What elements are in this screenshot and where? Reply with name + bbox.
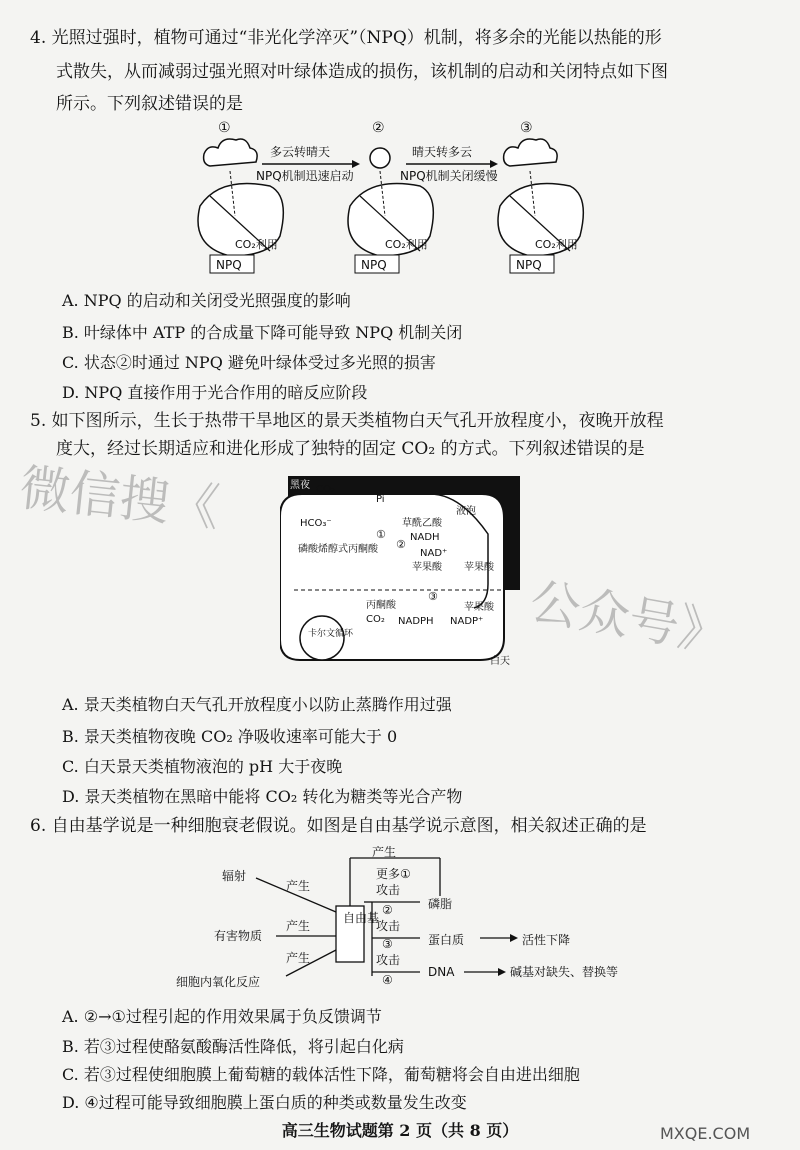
state-3-npq-label: NPQ [516,258,542,272]
state-1-cloud-icon [204,139,258,166]
pyruvate-label: 丙酮酸 [366,600,396,611]
state-2-group [348,120,433,273]
produce-label-1: 产生 [286,879,311,893]
q4-stem-line-3: 所示。下列叙述错误的是 [56,94,243,114]
mutation-label: 碱基对缺失、替换等 [510,965,619,979]
step-3-number: ③ [428,590,438,603]
step-1-number: ① [376,528,386,541]
vacuole-label: 液泡 [456,506,476,517]
calvin-label: 卡尔文循环 [308,629,354,639]
arrow-1-bottom-label: NPQ机制迅速启动 [256,169,354,183]
q4-option-b: B. 叶绿体中 ATP 的合成量下降可能导致 NPQ 机制关闭 [62,323,463,342]
state-2-number: ② [372,120,385,136]
dna-label: DNA [428,965,455,979]
nadph-label: NADPH [398,616,434,627]
pep-label: 磷酸烯醇式丙酮酸 [298,544,378,555]
state-1-number: ① [218,120,231,136]
q5-option-b: B. 景天类植物夜晚 CO₂ 净吸收速率可能大于 0 [62,727,398,746]
q5-stem-line-2: 度大，经过长期适应和进化形成了独特的固定 CO₂ 的方式。下列叙述错误的是 [56,439,645,459]
nad-label: NAD⁺ [420,548,448,559]
step-2-number: ② [396,538,406,551]
malate-day-label: 苹果酸 [464,602,494,613]
q4-option-a: A. NPQ 的启动和关闭受光照强度的影响 [62,291,351,310]
q6-stem-line-1: 6. 自由基学说是一种细胞衰老假说。如图是自由基学说示意图，相关叙述正确的是 [30,816,647,836]
produce-label-4: 产生 [372,846,397,859]
co2-day-label: CO₂ [366,614,385,625]
malate-cytosol-label: 苹果酸 [412,562,442,573]
state-3-cloud-icon [504,139,558,166]
arrow-2-top-label: 晴天转多云 [412,145,473,159]
corner-logo: MXQE.COM [660,1124,751,1143]
oxidation-label: 细胞内氧化反应 [176,975,261,989]
q5-option-d: D. 景天类植物在黑暗中能将 CO₂ 转化为糖类等光合产物 [62,787,463,806]
malate-vacuole-label: 苹果酸 [464,562,494,573]
q5-option-c: C. 白天景天类植物液泡的 pH 大于夜晚 [62,757,343,776]
state-2-npq-label: NPQ [361,258,387,272]
q5-option-a: A. 景天类植物白天气孔开放程度小以防止蒸腾作用过强 [62,695,452,714]
nadh-label: NADH [410,532,440,543]
state-2-co2-label: CO₂利用 [385,238,428,251]
phospholipid-label: 磷脂 [428,897,453,911]
q4-option-c: C. 状态②时通过 NPQ 避免叶绿体受过多光照的损害 [62,353,436,372]
more-label: 更多① [376,867,411,881]
pi-label: Pi [376,494,385,505]
watermark-right: 公众号》 [525,572,733,664]
q4-npq-figure [190,116,630,280]
q4-option-d: D. NPQ 直接作用于光合作用的暗反应阶段 [62,383,368,402]
state-3-co2-label: CO₂利用 [535,238,578,251]
watermark-left: 微信搜《 [17,458,223,538]
oaa-label: 草酰乙酸 [402,518,442,529]
q4-stem-line-2: 式散失，从而减弱过强光照对叶绿体造成的损伤，该机制的启动和关闭特点如下图 [56,62,668,82]
q5-cam-figure [280,474,520,670]
arrow-1-top-label: 多云转晴天 [270,145,331,159]
q6-option-b: B. 若③过程使酪氨酸酶活性降低，将引起白化病 [62,1037,404,1056]
activity-label: 活性下降 [522,933,571,947]
state-1-npq-label: NPQ [216,258,242,272]
step-3-number: ③ [382,937,393,951]
attack-label-1: 攻击 [376,883,401,897]
state-1-co2-label: CO₂利用 [235,238,278,251]
produce-label-3: 产生 [286,951,311,965]
q6-option-d: D. ④过程可能导致细胞膜上蛋白质的种类或数量发生改变 [62,1093,467,1112]
free-radical-label: 自由基 [343,911,380,925]
state-3-group [498,120,583,273]
page-footer: 高三生物试题第 2 页（共 8 页） [281,1121,519,1140]
step-2-number: ② [382,903,393,917]
harmful-label: 有害物质 [214,929,263,943]
q6-option-c: C. 若③过程使细胞膜上葡萄糖的载体活性下降，葡萄糖将会自由进出细胞 [62,1065,580,1084]
attack-label-2: 攻击 [376,919,401,933]
nadp-label: NADP⁺ [450,616,484,627]
state-3-number: ③ [520,120,533,136]
day-label: 白天 [490,656,510,667]
attack-label-3: 攻击 [376,953,401,967]
night-label: 黑夜 [290,480,310,491]
arrow-2-bottom-label: NPQ机制关闭缓慢 [400,169,498,183]
step-4-number: ④ [382,973,393,987]
co2-night-label: CO₂ [316,484,335,495]
radiation-label: 辐射 [222,869,247,883]
q5-stem-line-1: 5. 如下图所示，生长于热带干旱地区的景天类植物白天气孔开放程度小，夜晚开放程 [30,411,664,431]
state-2-sun-icon [370,148,390,168]
state-1-group [198,120,283,273]
hco3-label: HCO₃⁻ [300,518,332,529]
protein-label: 蛋白质 [428,933,465,947]
produce-label-2: 产生 [286,919,311,933]
q6-free-radical-figure [176,846,676,996]
q4-stem-line-1: 4. 光照过强时，植物可通过“非光化学淬灭”（NPQ）机制，将多余的光能以热能的形 [30,28,662,48]
q6-option-a: A. ②→①过程引起的作用效果属于负反馈调节 [62,1007,382,1026]
